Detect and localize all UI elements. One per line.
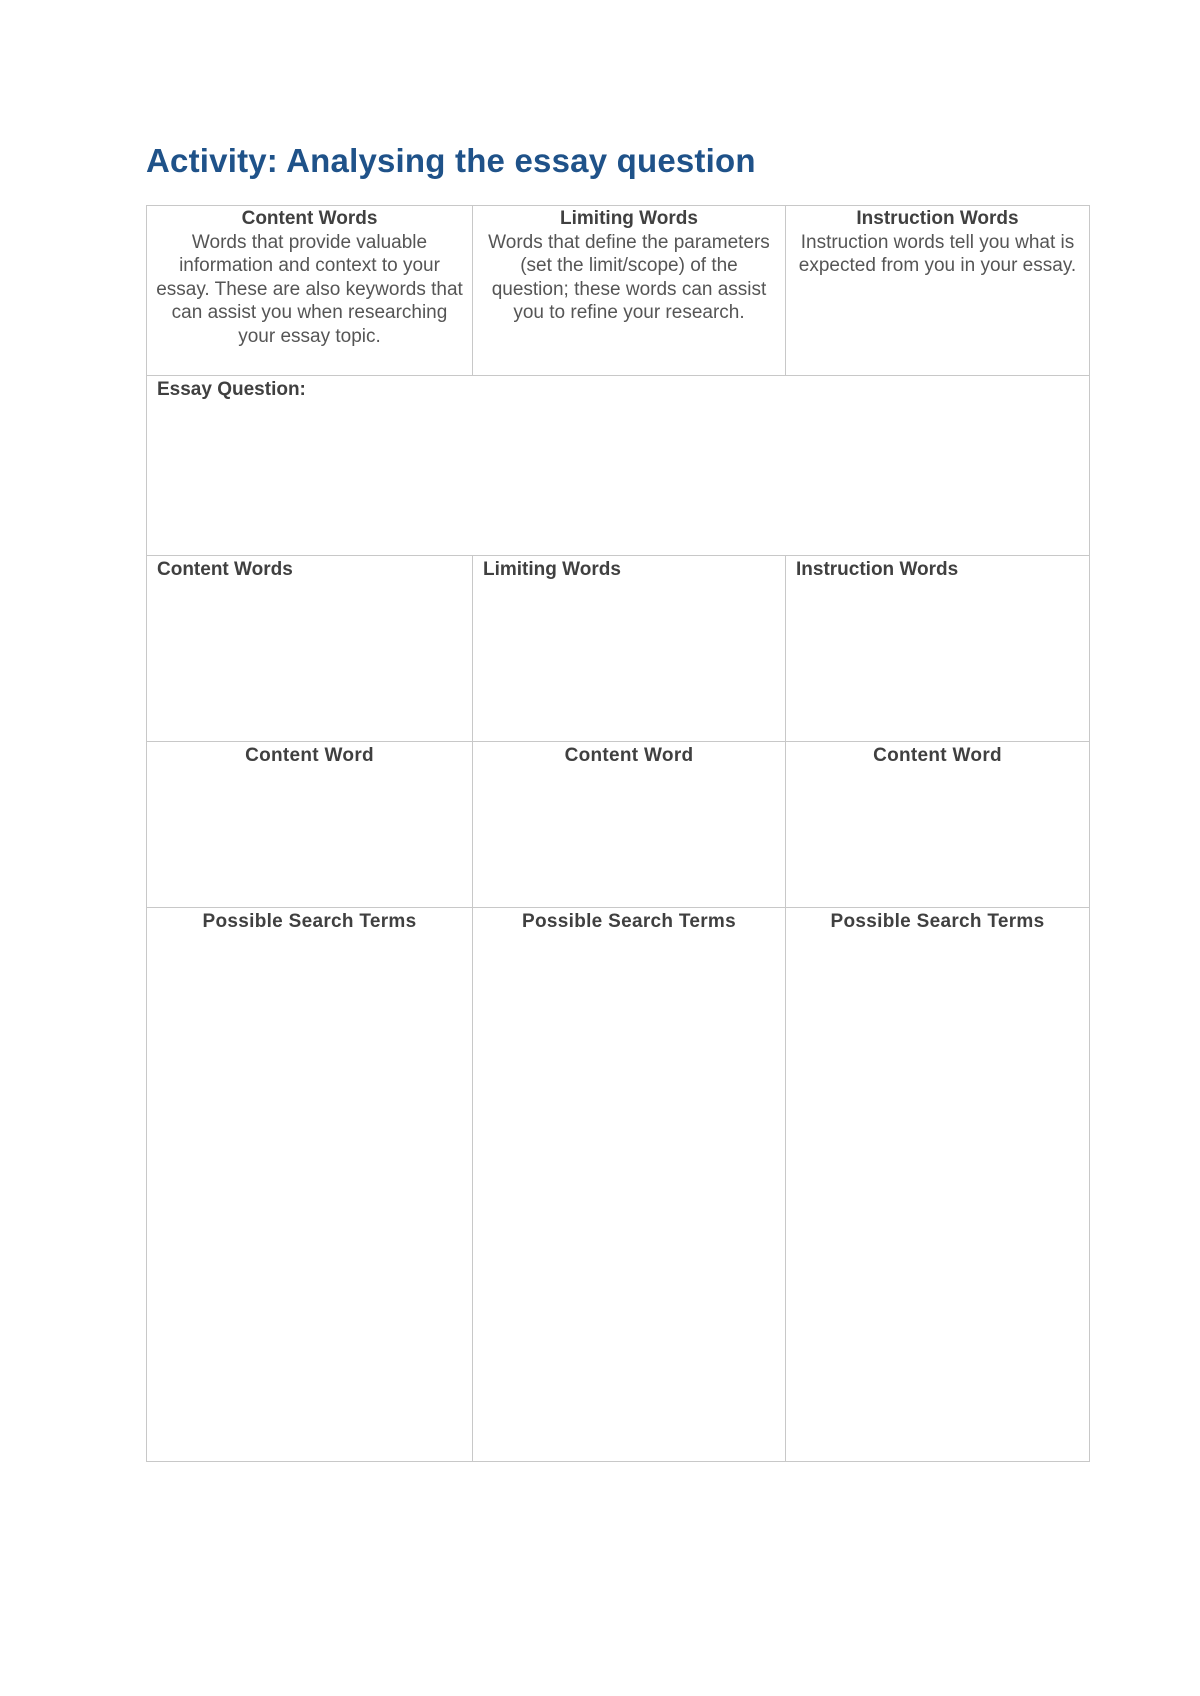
search-terms-field[interactable] xyxy=(786,908,1090,1462)
word-columns-row xyxy=(147,556,1090,742)
search-terms-label: Possible Search Terms xyxy=(522,911,736,932)
definition-cell-content-words xyxy=(147,206,473,376)
essay-question-field[interactable] xyxy=(147,376,1090,556)
definitions-row xyxy=(147,206,1090,376)
definition-heading: Limiting Words xyxy=(560,208,698,229)
content-word-label: Content Word xyxy=(564,745,694,766)
definition-text: Words that define the parameters (set the limit/scope) of the question; these words can assist you to refine your research. xyxy=(488,231,770,323)
content-words-field[interactable] xyxy=(147,556,473,742)
content-word-field[interactable] xyxy=(786,742,1090,908)
search-terms-label: Possible Search Terms xyxy=(830,911,1045,932)
search-terms-field[interactable] xyxy=(147,908,473,1462)
search-terms-field[interactable] xyxy=(473,908,786,1462)
definition-text: Instruction words tell you what is expected from you in your essay. xyxy=(798,231,1077,276)
limiting-words-label: Limiting Words xyxy=(483,559,621,580)
instruction-words-field[interactable] xyxy=(786,556,1090,742)
search-terms-label: Possible Search Terms xyxy=(202,911,417,932)
content-words-label: Content Words xyxy=(157,559,293,580)
definition-heading: Instruction Words xyxy=(856,208,1019,229)
essay-analysis-table xyxy=(146,205,1090,1462)
limiting-words-field[interactable] xyxy=(473,556,786,742)
definition-heading: Content Words xyxy=(241,208,378,229)
definition-text: Words that provide valuable information and context to your essay. These are also keywords that can assist you when researching your essay topic. xyxy=(156,231,463,347)
instruction-words-label: Instruction Words xyxy=(796,559,959,580)
search-terms-row xyxy=(147,908,1090,1462)
content-word-label: Content Word xyxy=(245,745,374,766)
definition-cell-limiting-words xyxy=(473,206,786,376)
essay-question-row xyxy=(147,376,1090,556)
page-title: Activity: Analysing the essay question xyxy=(146,142,756,179)
content-word-field[interactable] xyxy=(147,742,473,908)
definition-cell-instruction-words xyxy=(786,206,1090,376)
essay-question-label: Essay Question: xyxy=(157,379,306,400)
content-word-field[interactable] xyxy=(473,742,786,908)
content-word-label: Content Word xyxy=(873,745,1002,766)
content-word-row xyxy=(147,742,1090,908)
